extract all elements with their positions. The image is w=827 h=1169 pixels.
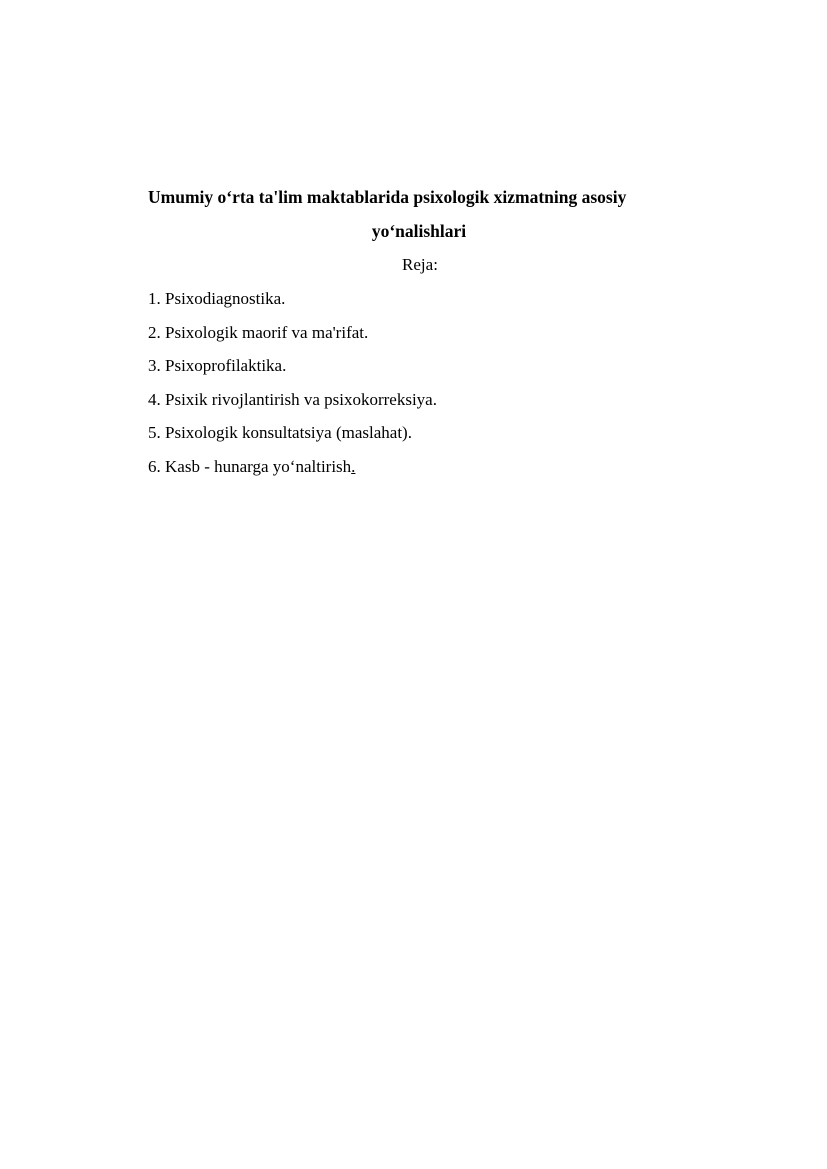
plan-item-6 xyxy=(148,450,686,484)
plan-item-number: 5. xyxy=(148,423,161,442)
plan-item-text: Psixodiagnostika. xyxy=(165,289,286,308)
plan-item-tail: . xyxy=(351,456,356,476)
plan-item-5 xyxy=(148,416,686,450)
plan-label: Reja: xyxy=(402,255,438,274)
plan-item-text: Psixologik konsultatsiya (maslahat). xyxy=(165,423,412,442)
document-title xyxy=(148,180,686,248)
title-line-1: Umumiy o‘rta ta'lim maktablarida psixologik xizmatning asosiy xyxy=(148,187,627,207)
plan-list xyxy=(148,282,686,483)
plan-item-text: Psixologik maorif va ma'rifat. xyxy=(165,322,369,342)
plan-item-text: Kasb - hunarga yo‘naltirish xyxy=(165,456,352,476)
plan-item-4 xyxy=(148,383,686,417)
plan-item-1 xyxy=(148,282,686,316)
plan-item-text: Psixik rivojlantirish va psixokorreksiya. xyxy=(165,389,437,409)
plan-item-text: Psixoprofilaktika. xyxy=(165,356,287,375)
plan-item-3 xyxy=(148,349,686,383)
plan-item-number: 3. xyxy=(148,356,161,375)
title-line-2: yo‘nalishlari xyxy=(371,221,467,241)
plan-item-2 xyxy=(148,316,686,350)
plan-item-number: 6. xyxy=(148,456,161,476)
document-content xyxy=(148,180,686,483)
plan-item-number: 2. xyxy=(148,322,161,342)
plan-item-number: 1. xyxy=(148,289,161,308)
plan-item-number: 4. xyxy=(148,389,161,409)
